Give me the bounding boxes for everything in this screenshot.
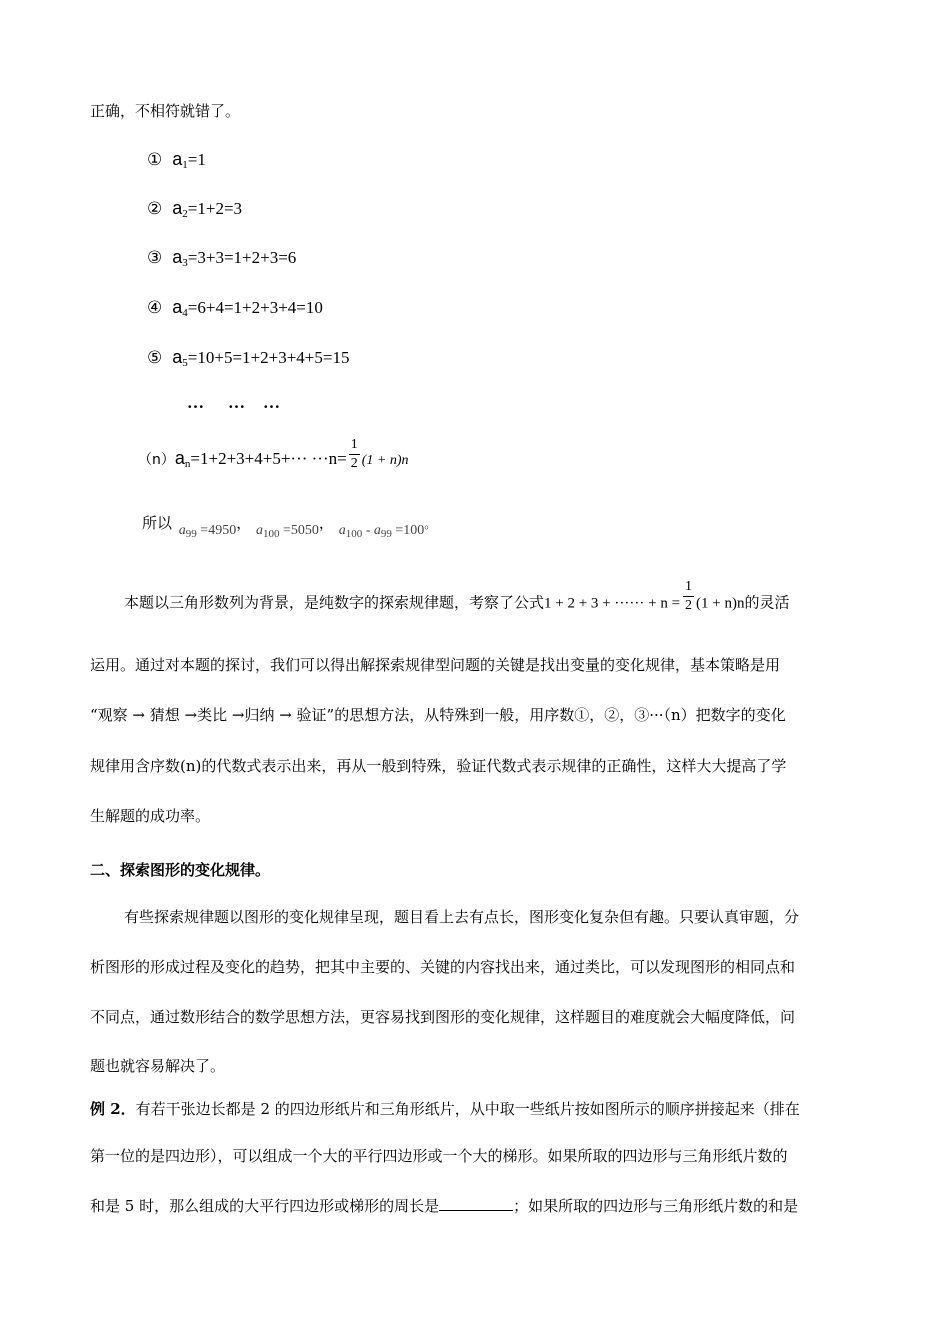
continuation-line: 正确，不相符就错了。 bbox=[90, 102, 241, 120]
nth-term-line: $(n)a_n=1+2+3+4+5+\cdot\cdot\cdot \cdot\cdot\cdot n=$ $\frac{1}{2}$ (1 + n)n bbox=[138, 436, 409, 471]
circled-number: ④ bbox=[147, 298, 163, 318]
seq-line-2: ② $a_2=1+2=3$ bbox=[147, 198, 243, 220]
para2-line-3: 不同点，通过数形结合的数学思想方法，更容易找到图形的变化规律，这样题目的难度就会大幅度降低，问 bbox=[90, 1008, 796, 1026]
result-line: 所以 $a_{99} =4950$， $a_{100} =5050$， $a_{100} - a_{99} =100^。$ bbox=[142, 514, 437, 540]
example2-line-1: 例 2．有若干张边长都是 2 的四边形纸片和三角形纸片，从中取一些纸片按如图所示的顺序拼接起来（排在 bbox=[90, 1100, 800, 1118]
seq-line-5: ⑤ $a_5=10+5=1+2+3+4+5=15$ bbox=[147, 347, 350, 369]
circled-number: ③ bbox=[147, 248, 163, 268]
circled-number: ② bbox=[147, 199, 163, 219]
para1-line-2: 运用。通过对本题的探讨，我们可以得出解探索规律型问题的关键是找出变量的变化规律，基本策略是用 bbox=[90, 656, 781, 674]
answer-blank[interactable] bbox=[439, 1196, 513, 1211]
para2-line-4: 题也就容易解决了。 bbox=[90, 1057, 226, 1075]
para2-line-1: 有些探索规律题以图形的变化规律呈现，题目看上去有点长，图形变化复杂但有趣。只要认真审题，分 bbox=[124, 908, 800, 926]
seq-line-1: ① $a_1=1$ bbox=[147, 149, 206, 171]
example2-line-2: 第一位的是四边形），可以组成一个大的平行四边形或一个大的梯形。如果所取的四边形与三角形纸片数的 bbox=[90, 1147, 788, 1165]
para1-line-3: “观察 → 猜想 →类比 →归纳 → 验证”的思想方法，从特殊到一般，用序数①，②，③···（n）把数字的变化 bbox=[90, 706, 786, 724]
para1-line-1: 本题以三角形数列为背景，是纯数字的探索规律题，考察了公式1 + 2 + 3 + ······ + n = $\frac{1}{2}$ (1 + n)n的灵活 bbox=[124, 579, 790, 613]
seq-line-3: ③ $a_3=3+3=1+2+3=6$ bbox=[147, 247, 297, 269]
para2-line-2: 析图形的形成过程及变化的趋势，把其中主要的、关键的内容找出来，通过类比，可以发现图形的相同点和 bbox=[90, 958, 796, 976]
circled-number: ① bbox=[147, 150, 163, 170]
formula-fraction: $\frac{1}{2}$ bbox=[685, 579, 693, 613]
section-heading: 二、探索图形的变化规律。 bbox=[90, 861, 271, 879]
example-label: 例 2． bbox=[90, 1100, 136, 1118]
para1-line-4: 规律用含序数(n)的代数式表示出来，再从一般到特殊，验证代数式表示规律的正确性，这样大大提高了学 bbox=[90, 757, 787, 775]
seq-line-4: ④ $a_4=6+4=1+2+3+4=10$ bbox=[147, 297, 323, 319]
circled-number: ⑤ bbox=[147, 348, 163, 368]
fraction-half: $\frac{1}{2}$ bbox=[350, 436, 358, 471]
ellipsis-line: … … … bbox=[187, 393, 280, 412]
example2-line-3: 和是 5 时，那么组成的大平行四边形或梯形的周长是 ；如果所取的四边形与三角形纸片数的和是 bbox=[90, 1197, 799, 1215]
para1-line-5: 生解题的成功率。 bbox=[90, 807, 211, 825]
